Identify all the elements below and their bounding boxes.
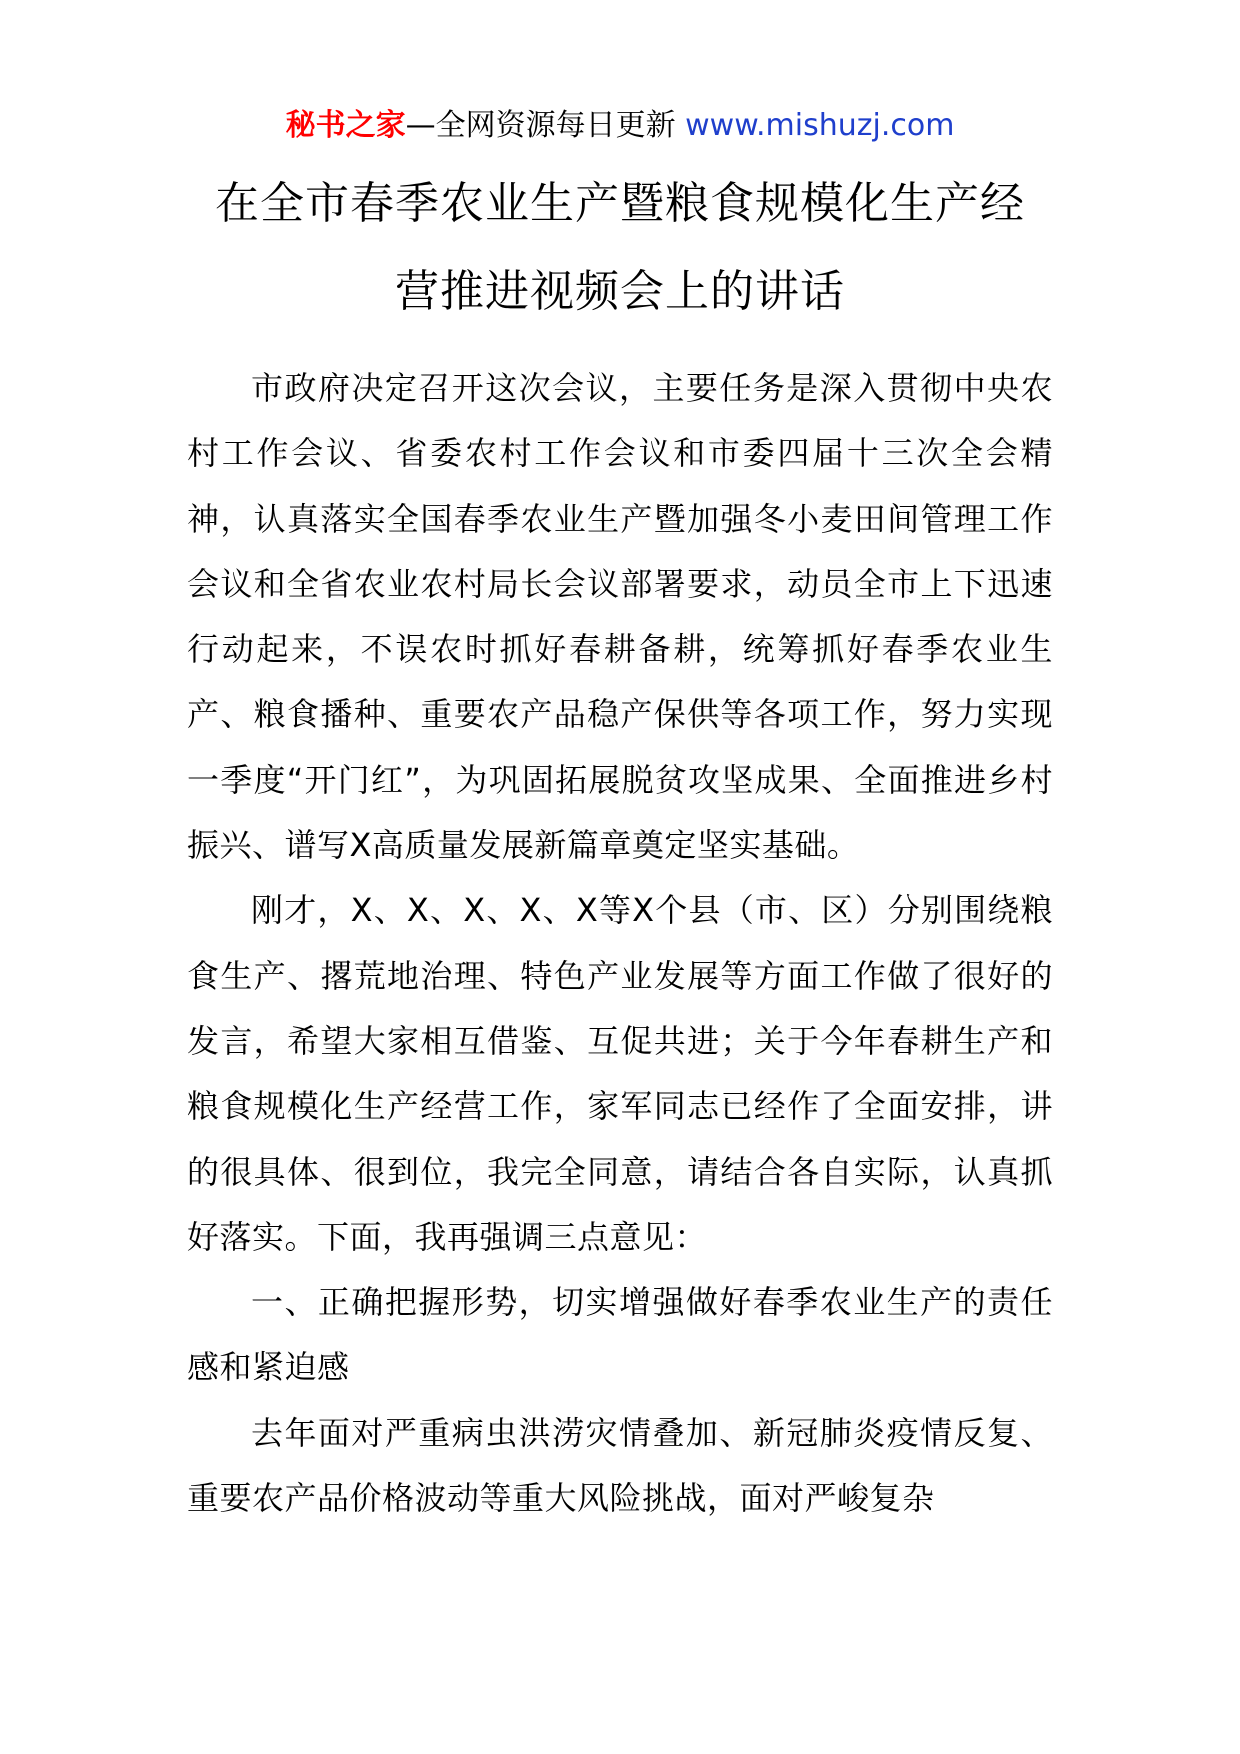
- paragraph-summary: 刚才，X、X、X、X、X等X个县（市、区）分别围绕粮食生产、撂荒地治理、特色产业发展等方面工作做了很好的发言，希望大家相互借鉴、互促共进；关于今年春耕生产和粮食规模化生产经营工作，家军同志已经作了全面安排，讲的很具体、很到位，我完全同意，请结合各自实际，认真抓好落实。下面，我再强调三点意见：: [187, 891, 1053, 1256]
- title-line-1: 在全市春季农业生产暨粮食规模化生产经: [215, 178, 1025, 229]
- title-line-2: 营推进视频会上的讲话: [395, 266, 845, 317]
- document-title: [180, 160, 1060, 336]
- brand-name: 秘书之家: [285, 108, 406, 143]
- site-header: [0, 96, 1240, 156]
- paragraph-section-1: 去年面对严重病虫洪涝灾情叠加、新冠肺炎疫情反复、重要农产品价格波动等重大风险挑战，面对严峻复杂: [187, 1413, 1053, 1518]
- document-body: [187, 356, 1053, 1531]
- header-tagline: —全网资源每日更新: [405, 108, 686, 143]
- section-heading-1: 一、正确把握形势，切实增强做好春季农业生产的责任感和紧迫感: [187, 1283, 1053, 1387]
- site-url-link[interactable]: www.mishuzj.com: [685, 108, 955, 143]
- paragraph-intro: 市政府决定召开这次会议，主要任务是深入贯彻中央农村工作会议、省委农村工作会议和市委四届十三次全会精神，认真落实全国春季农业生产暨加强冬小麦田间管理工作会议和全省农业农村局长会议部署要求，动员全市上下迅速行动起来，不误农时抓好春耕备耕，统筹抓好春季农业生产、粮食播种、重要农产品稳产保供等各项工作，努力实现一季度“开门红”，为巩固拓展脱贫攻坚成果、全面推进乡村振兴、谱写X高质量发展新篇章奠定坚实基础。: [187, 369, 1053, 865]
